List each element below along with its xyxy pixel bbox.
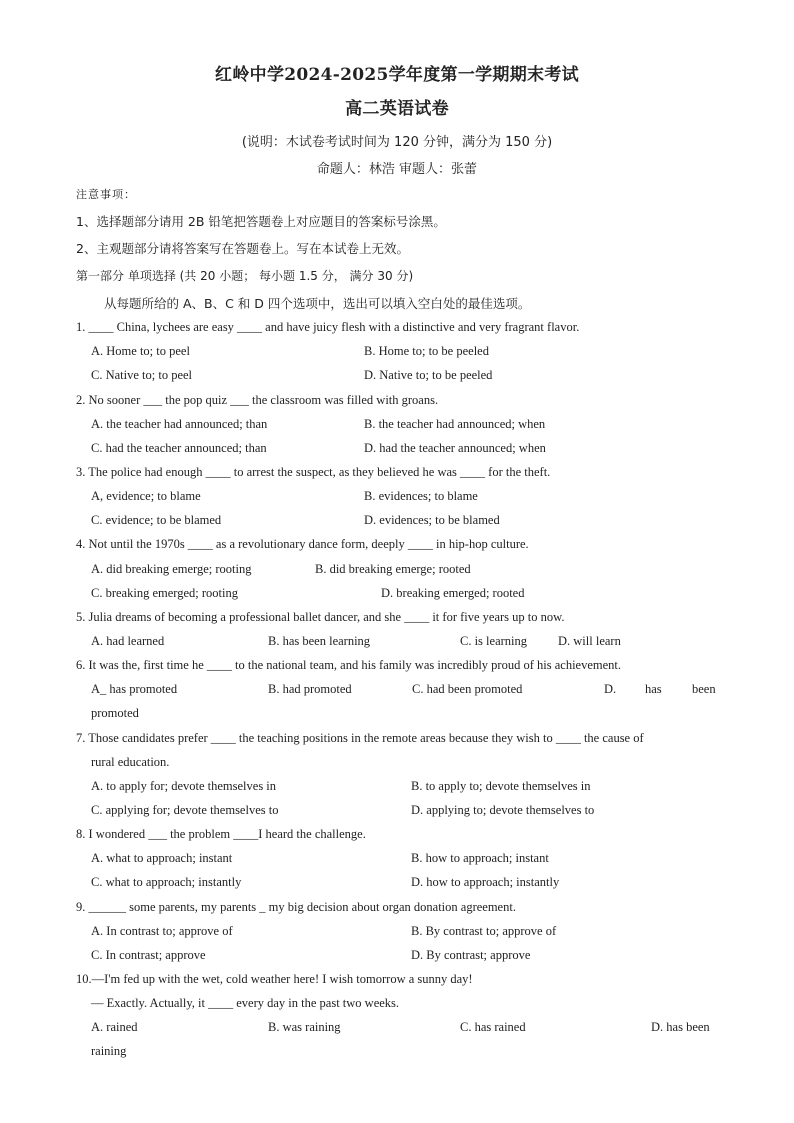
exam-subtitle: 高二英语试卷 xyxy=(345,99,449,119)
question-8-option-d[interactable]: D. how to approach; instantly xyxy=(411,875,560,889)
question-3-option-a[interactable]: A, evidence; to blame xyxy=(91,489,201,503)
question-5-stem: 5. Julia dreams of becoming a professional ballet dancer, and she ____ it for five years up to now. xyxy=(76,610,565,624)
question-5-option-d[interactable]: D. will learn xyxy=(558,634,621,648)
question-2-stem: 2. No sooner ___ the pop quiz ___ the classroom was filled with groans. xyxy=(76,393,439,407)
question-6-option-d-word-3[interactable]: promoted xyxy=(91,706,139,720)
question-5-option-c[interactable]: C. is learning xyxy=(460,634,528,648)
question-5-option-b[interactable]: B. has been learning xyxy=(268,634,371,648)
section-heading: 第一部分 单项选择 (共 20 小题； 每小题 1.5 分， 满分 30 分) xyxy=(76,269,414,283)
question-9-option-d[interactable]: D. By contrast; approve xyxy=(411,948,531,962)
question-1-option-a[interactable]: A. Home to; to peel xyxy=(91,344,190,358)
question-8-option-a[interactable]: A. what to approach; instant xyxy=(91,851,233,865)
question-8-option-b[interactable]: B. how to approach; instant xyxy=(411,851,549,865)
question-7-option-d[interactable]: D. applying to; devote themselves to xyxy=(411,803,595,817)
notice-item-1: 1、选择题部分请用 2B 铅笔把答题卷上对应题目的答案标号涂黑。 xyxy=(76,214,446,229)
question-7-stem: 7. Those candidates prefer ____ the teaching positions in the remote areas because they wish to ____ the cause of xyxy=(76,731,644,745)
question-5-option-a[interactable]: A. had learned xyxy=(91,634,165,648)
question-6-option-b[interactable]: B. had promoted xyxy=(268,682,352,696)
question-1-stem: 1. ____ China, lychees are easy ____ and have juicy flesh with a distinctive and very fragrant flavor. xyxy=(76,320,580,334)
question-10-option-a[interactable]: A. rained xyxy=(91,1020,138,1034)
question-4-stem: 4. Not until the 1970s ____ as a revolutionary dance form, deeply ____ in hip-hop culture. xyxy=(76,537,529,551)
question-3-option-b[interactable]: B. evidences; to blame xyxy=(364,489,478,503)
question-1-option-b[interactable]: B. Home to; to be peeled xyxy=(364,344,489,358)
question-4-option-d[interactable]: D. breaking emerged; rooted xyxy=(381,586,525,600)
question-9-option-b[interactable]: B. By contrast to; approve of xyxy=(411,924,557,938)
question-4-option-c[interactable]: C. breaking emerged; rooting xyxy=(91,586,238,600)
question-8-stem: 8. I wondered ___ the problem ____I heard the challenge. xyxy=(76,827,366,841)
question-3-stem: 3. The police had enough ____ to arrest the suspect, as they believed he was ____ for the theft. xyxy=(76,465,551,479)
question-6-option-d-word-2[interactable]: been xyxy=(692,682,716,696)
question-6-option-a[interactable]: A_ has promoted xyxy=(91,682,178,696)
question-7-option-b[interactable]: B. to apply to; devote themselves in xyxy=(411,779,591,793)
question-9-option-a[interactable]: A. In contrast to; approve of xyxy=(91,924,233,938)
question-7-stem-continued: rural education. xyxy=(91,755,170,769)
question-3-option-c[interactable]: C. evidence; to be blamed xyxy=(91,513,222,527)
question-9-option-c[interactable]: C. In contrast; approve xyxy=(91,948,206,962)
question-2-option-b[interactable]: B. the teacher had announced; when xyxy=(364,417,546,431)
question-4-option-b[interactable]: B. did breaking emerge; rooted xyxy=(315,562,471,576)
question-10-option-b[interactable]: B. was raining xyxy=(268,1020,341,1034)
section-instruction: 从每题所给的 A、B、C 和 D 四个选项中，选出可以填入空白处的最佳选项。 xyxy=(104,296,531,311)
question-7-option-c[interactable]: C. applying for; devote themselves to xyxy=(91,803,279,817)
question-1-option-d[interactable]: D. Native to; to be peeled xyxy=(364,368,493,382)
question-10-stem: 10.—I'm fed up with the wet, cold weather here! I wish tomorrow a sunny day! xyxy=(76,972,473,986)
question-3-option-d[interactable]: D. evidences; to be blamed xyxy=(364,513,500,527)
exam-title: 红岭中学2024-2025学年度第一学期期末考试 xyxy=(215,65,579,85)
question-10-option-d[interactable]: D. has been xyxy=(651,1020,710,1034)
question-4-option-a[interactable]: A. did breaking emerge; rooting xyxy=(91,562,252,576)
question-6-stem: 6. It was the, first time he ____ to the national team, and his family was incredibly proud of his achievement. xyxy=(76,658,622,672)
question-10-stem-continued: — Exactly. Actually, it ____ every day in the past two weeks. xyxy=(91,996,400,1010)
question-9-stem: 9. ______ some parents, my parents _ my big decision about organ donation agreement. xyxy=(76,900,516,914)
question-8-option-c[interactable]: C. what to approach; instantly xyxy=(91,875,242,889)
question-10-option-d-continued[interactable]: raining xyxy=(91,1044,127,1058)
question-6-option-d-letter[interactable]: D. xyxy=(604,682,617,696)
question-6-option-d-word-1[interactable]: has xyxy=(645,682,662,696)
question-10-option-c[interactable]: C. has rained xyxy=(460,1020,526,1034)
question-1-option-c[interactable]: C. Native to; to peel xyxy=(91,368,193,382)
exam-authors: 命题人：林浩 审题人：张蕾 xyxy=(316,162,478,177)
question-2-option-d[interactable]: D. had the teacher announced; when xyxy=(364,441,546,455)
notice-heading: 注意事项： xyxy=(76,188,136,201)
notice-item-2: 2、主观题部分请将答案写在答题卷上。写在本试卷上无效。 xyxy=(76,241,409,256)
question-7-option-a[interactable]: A. to apply for; devote themselves in xyxy=(91,779,277,793)
question-2-option-c[interactable]: C. had the teacher announced; than xyxy=(91,441,267,455)
question-2-option-a[interactable]: A. the teacher had announced; than xyxy=(91,417,268,431)
question-6-option-c[interactable]: C. had been promoted xyxy=(412,682,523,696)
exam-note: (说明：木试卷考试时间为 120 分钟，满分为 150 分) xyxy=(241,135,553,150)
